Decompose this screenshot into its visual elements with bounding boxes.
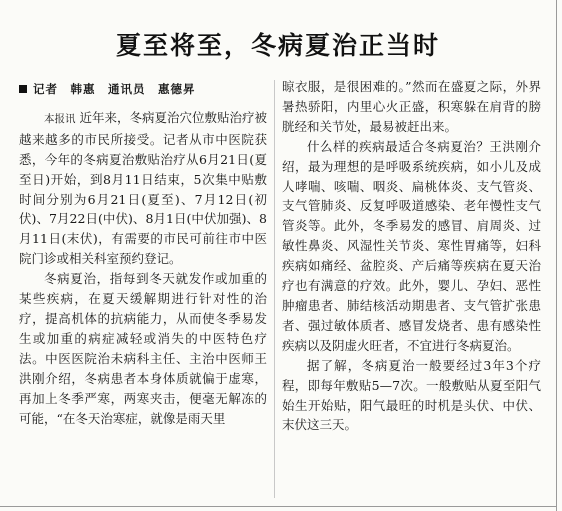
byline-text: 记者 韩惠 通讯员 惠德昇 (33, 82, 196, 96)
paragraph-suitable-diseases: 什么样的疾病最适合冬病夏治？王洪刚介绍，最为理想的是呼吸系统疾病，如小儿及成人哮喘、咳喘、咽炎、扁桃体炎、支气管炎、支气管肺炎、反复呼吸道感染、老年慢性支气管炎等。此外，冬季易发的感冒、肩周炎、过敏性鼻炎、风湿性关节炎、寒性胃痛等，妇科疾病如痛经、盆腔炎、产后痛等疾病在夏天治疗也有满意的疗效。此外，婴儿、孕妇、恶性肿瘤患者、肺结核活动期患者、支气管扩张患者、强过敏体质者、感冒发烧者、患有感染性疾病以及阴虚火旺者，不宜进行冬病夏治。 (282, 138, 541, 353)
article-column-right (282, 77, 541, 435)
dateline: 本报讯 (44, 112, 76, 125)
byline-square-icon (19, 85, 27, 93)
paragraph-intro-text: 近年来，冬病夏治穴位敷贴治疗被越来越多的市民所接受。记者从市中医院获悉，今年的冬病夏治敷贴治疗从6月21日(夏至日)开始，到8月11日结束，5次集中贴敷时间分别为6月21日(夏至)、7月12日(初伏)、7月22日(中伏)、8月1日(中伏加强)、8月11日(末伏)，有需要的市民可前往市中医院门诊或相关科室预约登记。 (19, 109, 268, 267)
column-divider (274, 80, 275, 498)
article-column-left (19, 80, 267, 428)
paragraph-definition: 冬病夏治，指每到冬天就发作或加重的某些疾病，在夏天缓解期进行针对性的治疗，提高机体的抗病能力，从而使冬季易发生或加重的病症减轻或消失的中医特色疗法。中医医院治未病科主任、主治中医师王洪刚介绍，冬病患者本身体质就偏于虚寒，再加上冬季严寒，两寒夹击，便毫无解冻的可能，“在冬天治寒症，就像是雨天里 (19, 271, 267, 426)
article-byline (19, 80, 267, 100)
article-headline: 夏至将至，冬病夏治正当时 (115, 31, 440, 60)
paragraph-intro (19, 108, 267, 269)
paragraph-treatment-course: 据了解，冬病夏治一般要经过3年3个疗程，即每年敷贴5—7次。一般敷贴从夏至阳气始生开始贴，阳气最旺的时机是头伏、中伏、末伏这三天。 (282, 357, 541, 433)
clipping-edge-right (556, 0, 557, 511)
clipping-edge-bottom (0, 506, 557, 507)
paragraph-continuation: 晾衣服，是很困难的。”然而在盛夏之际，外界暑热骄阳，内里心火正盛，积寒躲在肩背的膀胱经和关节处，最易被赶出来。 (282, 79, 541, 134)
